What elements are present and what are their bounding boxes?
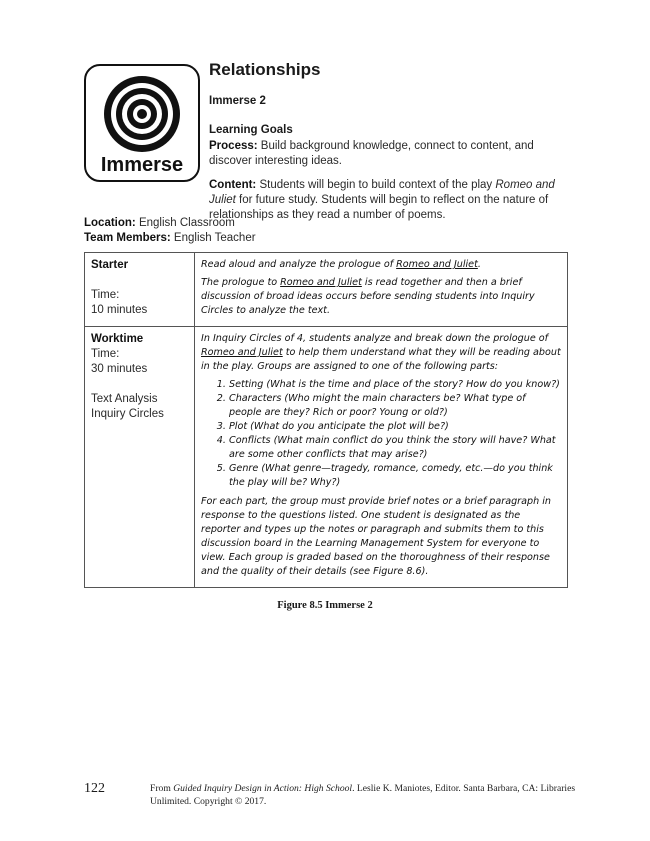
list-item: 4. Conflicts (What main conflict do you think the story will have? What are some other conflicts that may arise?) — [229, 434, 561, 462]
team-value: English Teacher — [173, 232, 256, 244]
play-title: Romeo and Juliet — [201, 347, 283, 358]
content-label: Content: — [209, 179, 257, 191]
starter-line: Read aloud and analyze the prologue of Romeo and Juliet. — [201, 259, 481, 270]
list-item: 1. Setting (What is the time and place of the story? How do you know?) — [229, 378, 561, 392]
worktime-activity — [195, 327, 568, 588]
page-title: Relationships — [209, 60, 321, 79]
activity-type: Text Analysis — [91, 393, 158, 405]
footer-credit: From Guided Inquiry Design in Action: High School. Leslie K. Maniotes, Editor. Santa Barbara, CA: Libraries Unlimited. Copyright © 2017. — [150, 783, 576, 807]
worktime-title: Worktime — [91, 333, 144, 345]
process-goal — [209, 139, 569, 169]
book-title: Guided Inquiry Design in Action: High School — [173, 783, 353, 794]
worktime-time-label: Time: — [91, 348, 120, 360]
location-value: English Classroom — [138, 217, 235, 229]
worktime-cell — [85, 327, 195, 588]
icon-label: Immerse — [100, 154, 184, 176]
parts-list — [201, 378, 561, 490]
team-members — [84, 231, 256, 246]
starter-title: Starter — [91, 259, 129, 271]
page-number: 122 — [84, 781, 105, 796]
target-icon — [100, 72, 184, 156]
content-text-rest: for future study. Students will begin to reflect on the nature of relationships as they read a number of poems. — [209, 194, 549, 221]
list-item: 5. Genre (What genre—tragedy, romance, comedy, etc.—do you think the play will be? Why?) — [229, 462, 561, 490]
activity-format: Inquiry Circles — [91, 408, 164, 420]
content-text: Students will begin to build context of the play — [259, 179, 496, 191]
list-item: 2. Characters (Who might the main characters be? What type of people are they? Rich or poor? Young or old?) — [229, 392, 561, 420]
worktime-row — [85, 327, 568, 588]
lesson-plan-table — [84, 252, 568, 588]
play-title: Romeo and Juliet — [280, 277, 362, 288]
worktime-intro: In Inquiry Circles of 4, students analyze and break down the prologue of Romeo and Juliet to help them understand what they will be reading about in the play. Groups are assigned to one of the following parts: — [201, 333, 561, 372]
location — [84, 216, 235, 231]
starter-time-value: 10 minutes — [91, 304, 148, 316]
play-title: Romeo and Juliet — [396, 259, 478, 270]
process-text: Build background knowledge, connect to content, and discover interesting ideas. — [209, 140, 534, 167]
content-goal — [209, 178, 569, 223]
page-subtitle: Immerse 2 — [209, 95, 266, 107]
location-label: Location: — [84, 217, 136, 229]
starter-paragraph: The prologue to Romeo and Juliet is read together and then a brief discussion of broad ideas occurs before sending students into Inquiry Circles to analyze the text. — [201, 277, 535, 316]
starter-activity — [195, 253, 568, 327]
starter-time-label: Time: — [91, 289, 120, 301]
figure-caption: Figure 8.5 Immerse 2 — [277, 600, 373, 611]
team-label: Team Members: — [84, 232, 171, 244]
worktime-time-value: 30 minutes — [91, 363, 148, 375]
list-item: 3. Plot (What do you anticipate the plot will be?) — [229, 420, 561, 434]
starter-cell — [85, 253, 195, 327]
content-play-title: Romeo and Juliet — [209, 179, 555, 206]
starter-row — [85, 253, 568, 327]
worktime-closing: For each part, the group must provide brief notes or a brief paragraph in response to the questions listed. One student is designated as the reporter and types up the notes or paragraph and submits them to this discussion board in the Learning Management System for everyone to view. Each group is graded based on the thoroughness of their response and the quality of their details (see Figure 8.6). — [201, 496, 551, 577]
learning-goals-heading: Learning Goals — [209, 124, 293, 136]
immerse-icon-badge — [84, 64, 200, 182]
process-label: Process: — [209, 140, 258, 152]
